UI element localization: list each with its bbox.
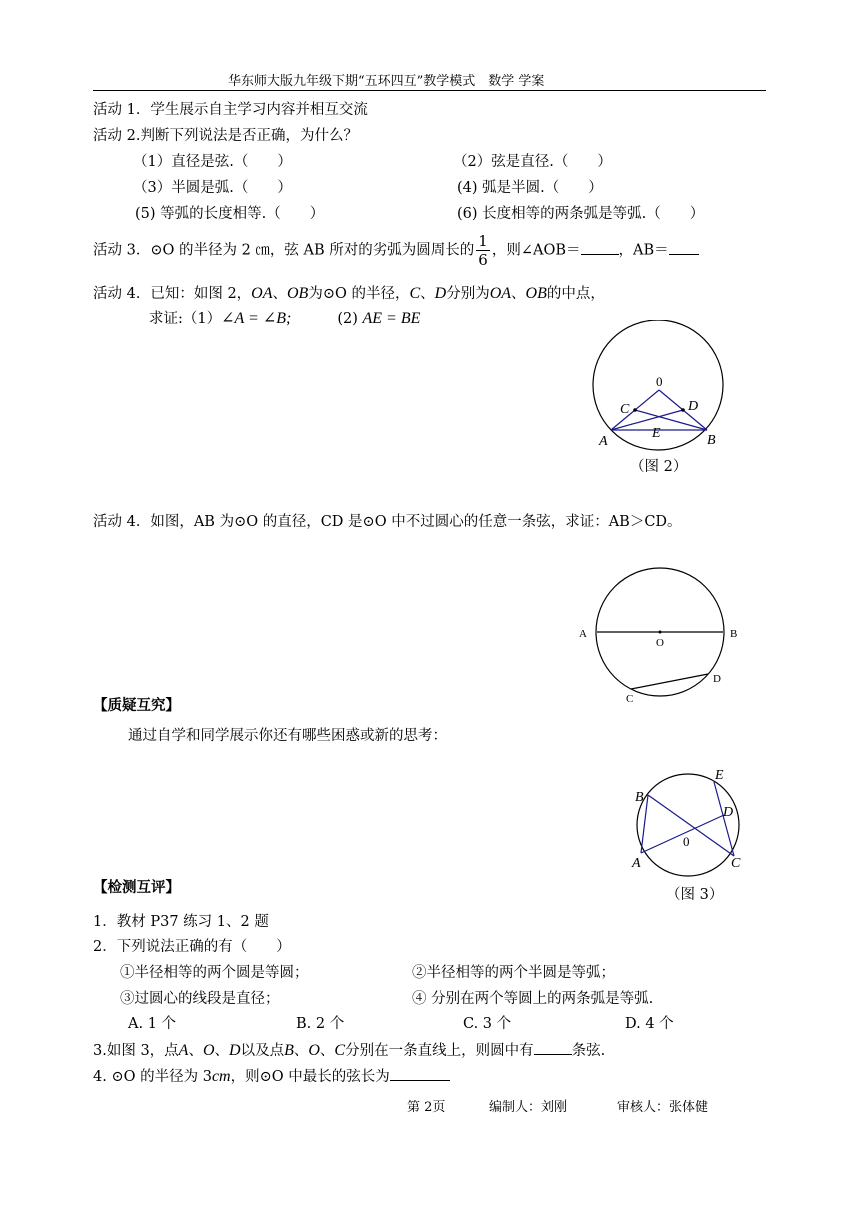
- footer-editor: 编制人：刘刚: [489, 1100, 568, 1115]
- label-a: A: [579, 628, 587, 640]
- text: 、: [319, 1043, 335, 1059]
- text: 以及点: [240, 1043, 285, 1059]
- activity-1: 活动 1．学生展示自主学习内容并相互交流: [93, 102, 368, 118]
- point-c: [633, 408, 637, 412]
- math-oa: OA: [251, 285, 273, 302]
- question-4-answer-blank[interactable]: [390, 1066, 450, 1081]
- label-c: C: [731, 856, 741, 871]
- label-b: B: [635, 790, 644, 805]
- activity-4-diameter: 活动 4．如图，AB 为⊙O 的直径，CD 是⊙O 中不过圆心的任意一条弦，求证：AB＞CD。: [93, 514, 682, 530]
- text: 、: [511, 286, 526, 302]
- ab-answer-blank[interactable]: [669, 240, 699, 255]
- figure-2-caption: （图 2）: [630, 459, 688, 475]
- question-2-choice-a: A. 1 个: [128, 1016, 177, 1032]
- label-c: C: [626, 693, 634, 705]
- text: 、: [214, 1043, 230, 1059]
- text: 4. ⊙O 的半径为 3: [93, 1069, 212, 1085]
- fraction-denominator: 6: [478, 251, 488, 269]
- label-e: E: [652, 426, 661, 441]
- activity-2-item: (5) 等弧的长度相等.（ ）: [135, 206, 325, 222]
- angle-answer-blank[interactable]: [581, 240, 619, 255]
- math-o: O: [202, 1042, 215, 1059]
- text: ，则⊙O 中最长的弦长为: [230, 1069, 390, 1085]
- text: 3.如图 3，点: [93, 1043, 179, 1059]
- activity-2-item: （1）直径是弦.（ ）: [133, 154, 292, 170]
- activity-3: [93, 232, 699, 269]
- label-b: B: [707, 433, 716, 448]
- question-2-option: ③过圆心的线段是直径；: [120, 991, 280, 1007]
- fraction: [476, 232, 490, 269]
- math-ob: OB: [287, 285, 309, 302]
- math-proof-1: ∠A = ∠B;: [221, 310, 292, 327]
- center-point: [659, 631, 662, 634]
- figure-3-caption: （图 3）: [666, 887, 724, 903]
- math-a: A: [178, 1042, 189, 1059]
- question-2-option: ②半径相等的两个半圆是等弧；: [412, 965, 615, 981]
- label-a: A: [599, 434, 608, 449]
- segment-bc: [648, 795, 734, 856]
- text: 、: [293, 1043, 309, 1059]
- question-2-choice-c: C. 3 个: [463, 1016, 512, 1032]
- math-ob: OB: [525, 285, 547, 302]
- math-d: D: [229, 1042, 241, 1059]
- activity-2-item: (6) 长度相等的两条弧是等弧.（ ）: [457, 206, 705, 222]
- activity-2-item: （3）半圆是弧.（ ）: [133, 180, 292, 196]
- label-c: C: [620, 402, 630, 417]
- footer-page-number: 第 2页: [407, 1100, 446, 1115]
- text: 分别在一条直线上，则圆中有: [345, 1043, 534, 1059]
- footer-reviewer: 审核人：张体健: [617, 1100, 709, 1115]
- math-d: D: [434, 285, 447, 302]
- label-a: A: [632, 856, 641, 871]
- question-2-option: ④ 分别在两个等圆上的两条弧是等弧.: [412, 991, 654, 1007]
- activity-2-item: （2）弦是直径.（ ）: [453, 154, 612, 170]
- question-2-choice-b: B. 2 个: [296, 1016, 345, 1032]
- math-b: B: [284, 1042, 294, 1059]
- question-2: 2．下列说法正确的有（ ）: [93, 939, 291, 955]
- chord-cd: [631, 674, 708, 689]
- question-3: [93, 1040, 605, 1061]
- question-2-option: ①半径相等的两个圆是等圆；: [120, 965, 309, 981]
- label-b: B: [730, 628, 738, 640]
- question-2-choice-d: D. 4 个: [625, 1016, 674, 1032]
- question-1: 1．教材 P37 练习 1、2 题: [93, 914, 269, 930]
- page-header-title: 华东师大版九年级下期“五环四互”教学模式 数学 学案: [228, 74, 545, 89]
- figure-3: [620, 765, 760, 890]
- section-test-title: 【检测互评】: [93, 879, 180, 896]
- question-3-answer-blank[interactable]: [534, 1040, 572, 1055]
- text: 的中点，: [546, 286, 605, 302]
- section-query-text: 通过自学和同学展示你还有哪些困惑或新的思考：: [128, 728, 447, 744]
- text: 活动 4．已知：如图 2，: [93, 286, 252, 302]
- label-o: O: [656, 637, 664, 649]
- text: 条弦.: [571, 1043, 606, 1059]
- math-c: C: [334, 1042, 346, 1059]
- activity-3-ab-text: ，AB＝: [618, 242, 669, 259]
- math-cm: cm: [211, 1068, 231, 1085]
- label-e: E: [715, 768, 724, 783]
- activity-4-prove: [149, 309, 420, 329]
- fraction-numerator: 1: [478, 232, 488, 250]
- math-proof-2: AE = BE: [362, 310, 421, 327]
- text: 、: [420, 286, 435, 302]
- label-o: 0: [656, 374, 663, 389]
- activity-3-angle-text: ，则∠AOB＝: [491, 242, 581, 259]
- text: 求证:（1）: [149, 311, 222, 327]
- section-query-title: 【质疑互究】: [93, 697, 180, 714]
- figure-2: [580, 320, 740, 480]
- math-o: O: [308, 1042, 320, 1059]
- point-d: [681, 408, 685, 412]
- label-d: D: [688, 399, 699, 414]
- text: 、: [272, 286, 287, 302]
- activity-2-title: 活动 2.判断下列说法是否正确，为什么？: [93, 128, 358, 144]
- label-d: D: [723, 805, 734, 820]
- math-c: C: [409, 285, 421, 302]
- text: 、: [188, 1043, 203, 1059]
- text: 为⊙O 的半径，: [308, 286, 410, 302]
- text: (2): [337, 311, 358, 327]
- activity-3-text: 活动 3．⊙O 的半径为 2 ㎝，弦 AB 所对的劣弧为圆周长的: [93, 242, 475, 259]
- activity-4-given: [93, 284, 605, 304]
- question-4: [93, 1066, 450, 1087]
- text: 分别为: [446, 286, 490, 302]
- header-rule: [93, 90, 766, 91]
- activity-2-item: (4) 弧是半圆.（ ）: [457, 180, 603, 196]
- math-oa: OA: [489, 285, 512, 302]
- label-o: 0: [683, 834, 690, 849]
- label-d: D: [713, 673, 721, 685]
- circle: [637, 774, 739, 876]
- figure-diameter-chord: [570, 560, 750, 710]
